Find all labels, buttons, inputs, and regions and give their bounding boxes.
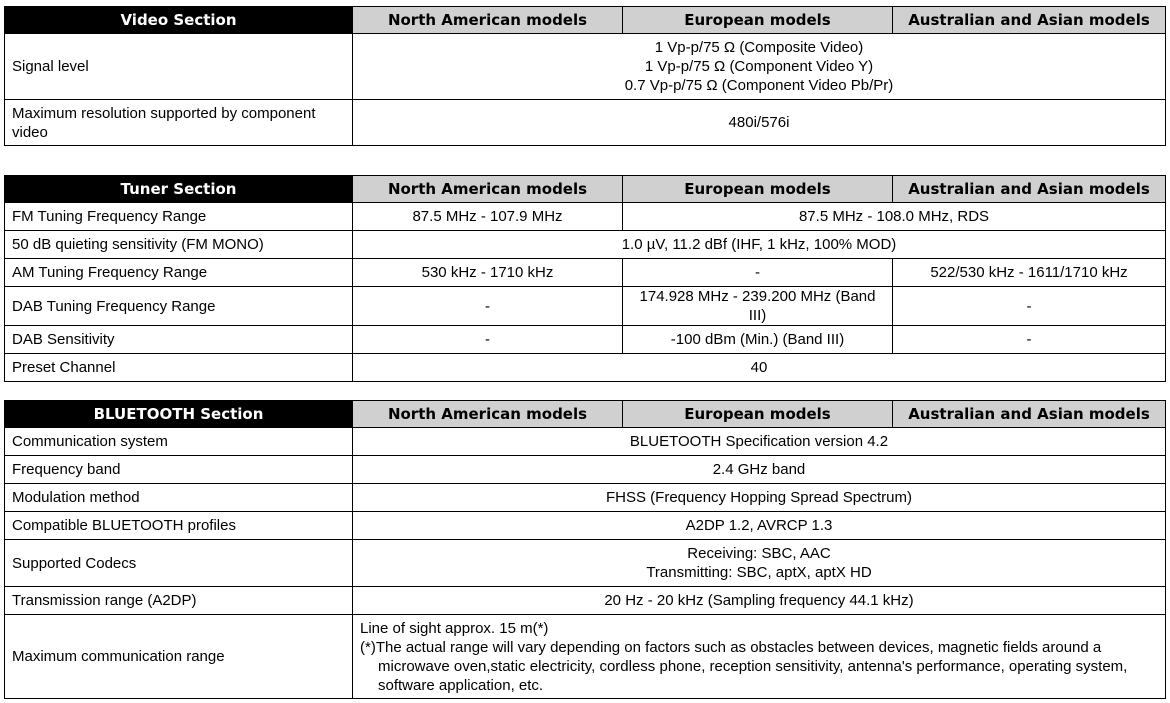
row-label: Compatible BLUETOOTH profiles [5, 512, 353, 540]
column-header-european: European models [623, 401, 893, 428]
value-line: 1 Vp-p/75 Ω (Composite Video) [654, 39, 864, 56]
row-label: AM Tuning Frequency Range [5, 259, 353, 287]
row-value: 20 Hz - 20 kHz (Sampling frequency 44.1 kHz) [353, 587, 1166, 615]
row-label: DAB Tuning Frequency Range [5, 287, 353, 326]
table-header-row [5, 176, 1166, 203]
column-header-north-american: North American models [353, 401, 623, 428]
table-row [5, 615, 1166, 699]
row-value [353, 615, 1166, 699]
table-row [5, 231, 1166, 259]
value-line: Line of sight approx. 15 m(*) [360, 619, 549, 637]
row-value: 1.0 µV, 11.2 dBf (IHF, 1 kHz, 100% MOD) [353, 231, 1166, 259]
column-header-australian-asian: Australian and Asian models [893, 7, 1166, 34]
table-row [5, 484, 1166, 512]
row-label: Transmission range (A2DP) [5, 587, 353, 615]
row-label: Supported Codecs [5, 540, 353, 587]
footnote: (*)The actual range will vary depending on factors such as obstacles between devices, magnetic fields around a microwave oven,static electricity, cordless phone, reception sensitivity, antenna's performance, operating system, software application, etc. [360, 638, 1128, 694]
row-value-north-american: 530 kHz - 1710 kHz [353, 259, 623, 287]
bluetooth-section-table [4, 400, 1166, 699]
table-row [5, 428, 1166, 456]
row-value: A2DP 1.2, AVRCP 1.3 [353, 512, 1166, 540]
row-value: FHSS (Frequency Hopping Spread Spectrum) [353, 484, 1166, 512]
table-row [5, 326, 1166, 354]
row-label: Maximum communication range [5, 615, 353, 699]
row-value-north-american: 87.5 MHz - 107.9 MHz [353, 203, 623, 231]
column-header-australian-asian: Australian and Asian models [893, 176, 1166, 203]
row-value-european-asian: 87.5 MHz - 108.0 MHz, RDS [623, 203, 1166, 231]
table-header-row [5, 7, 1166, 34]
value-line: 1 Vp-p/75 Ω (Component Video Y) [644, 58, 874, 75]
row-value-australian-asian: - [893, 287, 1166, 326]
table-row [5, 512, 1166, 540]
value-line: Receiving: SBC, AAC [687, 545, 831, 562]
row-label: Preset Channel [5, 354, 353, 382]
row-label: DAB Sensitivity [5, 326, 353, 354]
tuner-section-table [4, 175, 1166, 382]
value-line: 0.7 Vp-p/75 Ω (Component Video Pb/Pr) [624, 77, 894, 94]
video-section-table [4, 6, 1166, 146]
table-row [5, 456, 1166, 484]
table-header-row [5, 401, 1166, 428]
row-value-australian-asian: 522/530 kHz - 1611/1710 kHz [893, 259, 1166, 287]
row-value-european: -100 dBm (Min.) (Band III) [623, 326, 893, 354]
column-header-north-american: North American models [353, 7, 623, 34]
table-row [5, 540, 1166, 587]
row-value-north-american: - [353, 287, 623, 326]
column-header-european: European models [623, 7, 893, 34]
table-row [5, 354, 1166, 382]
column-header-australian-asian: Australian and Asian models [893, 401, 1166, 428]
row-value [353, 540, 1166, 587]
row-value-european: 174.928 MHz - 239.200 MHz (Band III) [623, 287, 893, 326]
row-label: FM Tuning Frequency Range [5, 203, 353, 231]
table-row [5, 203, 1166, 231]
row-value-north-american: - [353, 326, 623, 354]
column-header-european: European models [623, 176, 893, 203]
row-label: Communication system [5, 428, 353, 456]
table-row [5, 287, 1166, 326]
row-label: Modulation method [5, 484, 353, 512]
row-value: BLUETOOTH Specification version 4.2 [353, 428, 1166, 456]
row-label: Signal level [5, 34, 353, 100]
section-title: Tuner Section [5, 176, 353, 203]
table-row [5, 34, 1166, 100]
row-value-australian-asian: - [893, 326, 1166, 354]
section-title: BLUETOOTH Section [5, 401, 353, 428]
table-row [5, 259, 1166, 287]
row-label: Frequency band [5, 456, 353, 484]
column-header-north-american: North American models [353, 176, 623, 203]
row-label: 50 dB quieting sensitivity (FM MONO) [5, 231, 353, 259]
row-label: Maximum resolution supported by component video [5, 100, 353, 146]
table-row [5, 587, 1166, 615]
row-value: 40 [353, 354, 1166, 382]
row-value: 480i/576i [353, 100, 1166, 146]
value-line: Transmitting: SBC, aptX, aptX HD [646, 564, 872, 581]
row-value: 2.4 GHz band [353, 456, 1166, 484]
section-title: Video Section [5, 7, 353, 34]
table-row [5, 100, 1166, 146]
row-value [353, 34, 1166, 100]
row-value-european: - [623, 259, 893, 287]
